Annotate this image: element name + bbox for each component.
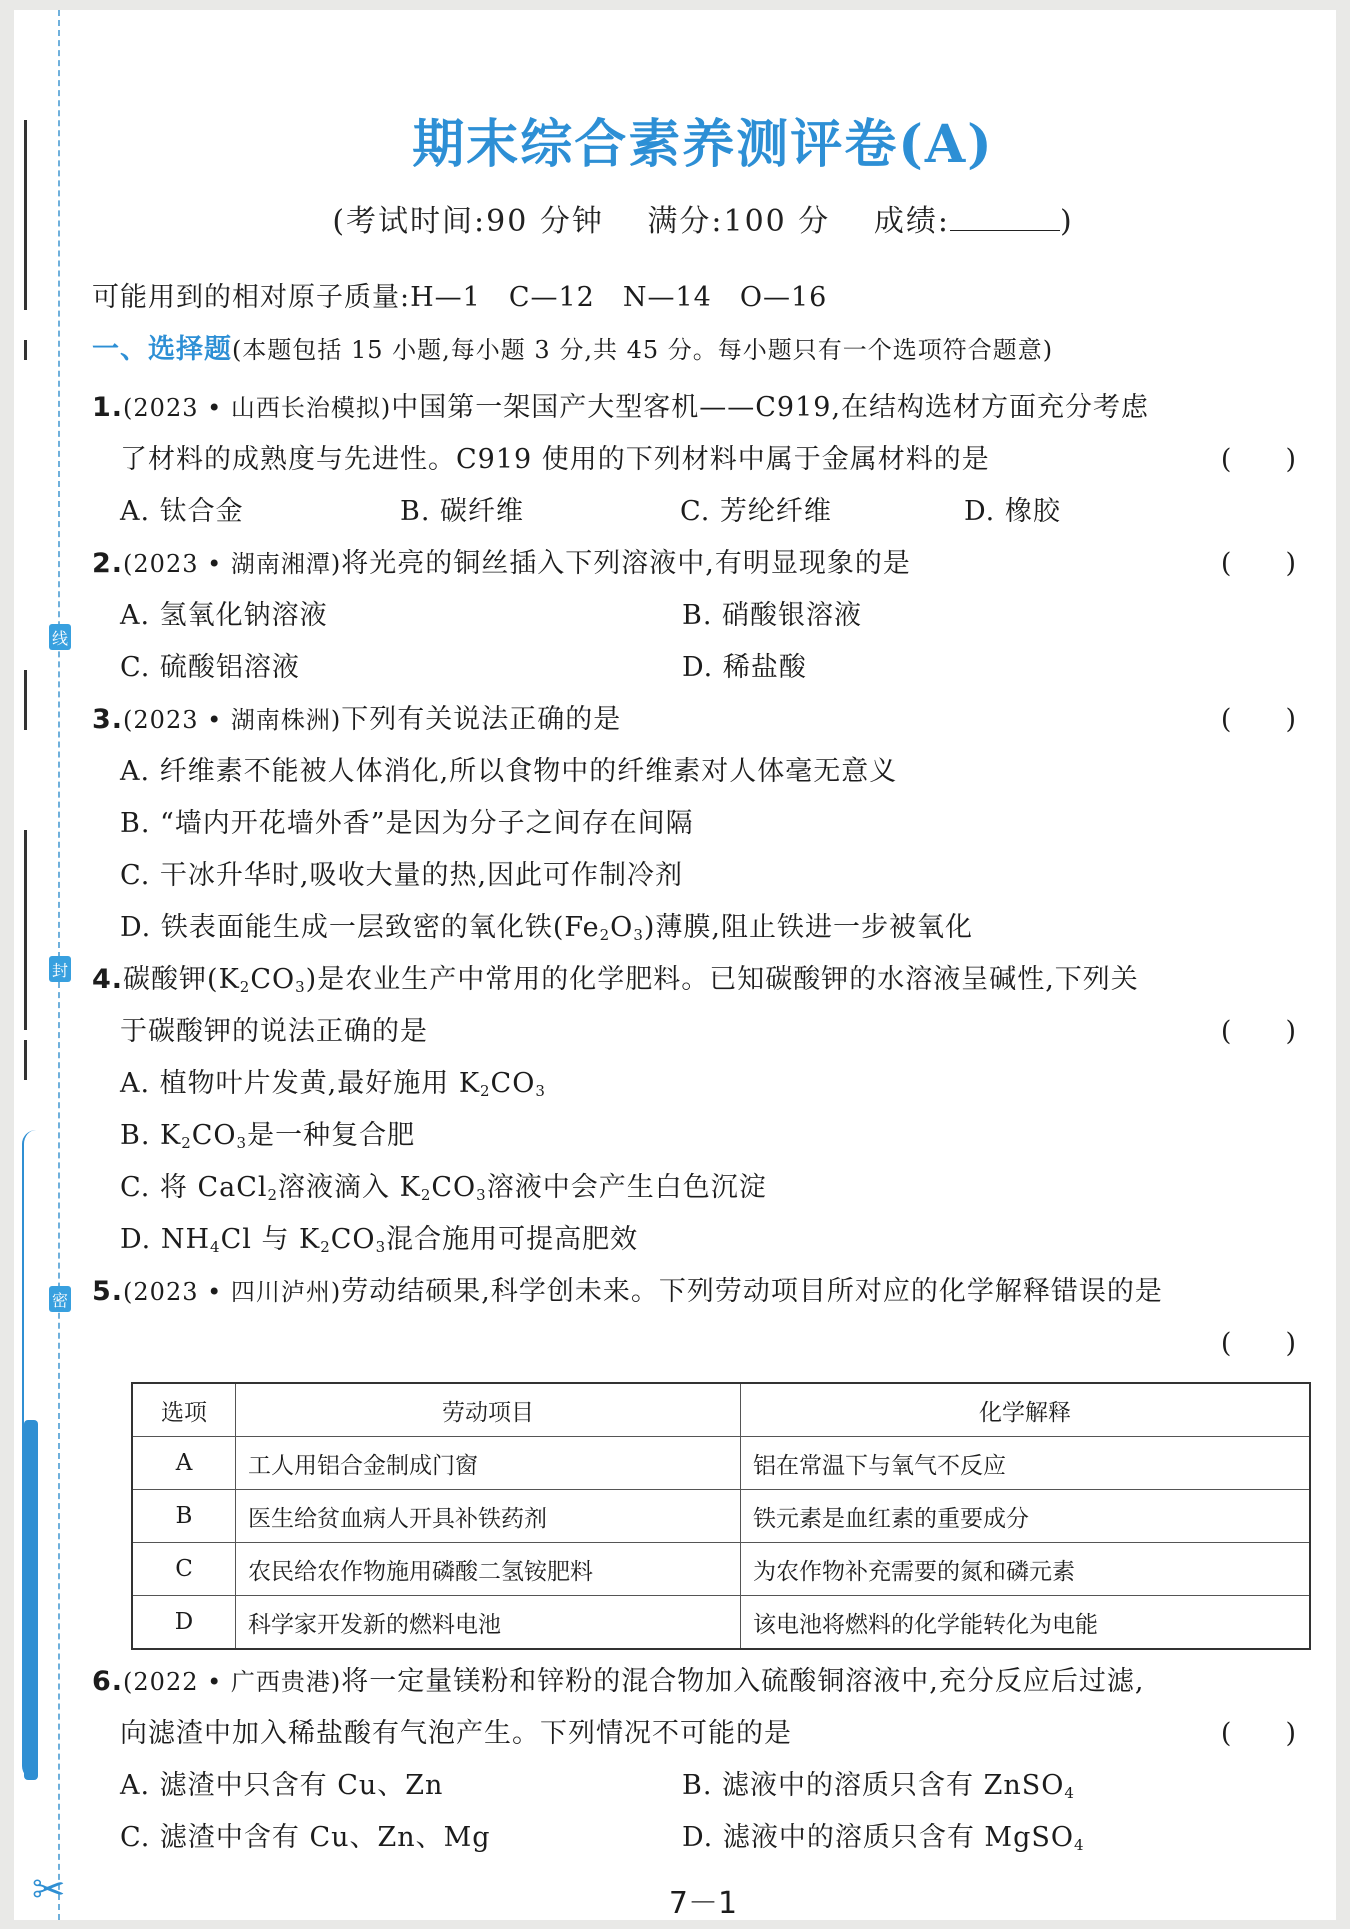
section-desc: (本题包括 15 小题,每小题 3 分,共 45 分。每小题只有一个选项符合题意) xyxy=(232,336,1054,364)
question-number: 1. xyxy=(92,392,124,423)
answer-parentheses[interactable]: ( ) xyxy=(1220,548,1296,579)
exam-info xyxy=(92,196,1314,240)
question-source: (2023 • 湖南株洲) xyxy=(123,706,342,734)
question-3-line1 xyxy=(92,700,621,740)
text-run: 是一种复合肥 xyxy=(247,1120,416,1151)
answer-parentheses[interactable]: ( ) xyxy=(1220,704,1296,735)
page-number: 7－1 xyxy=(668,1886,738,1921)
subscript: 2 xyxy=(267,1186,279,1204)
question-4-line2: 于碳酸钾的说法正确的是 xyxy=(120,1016,428,1047)
question-number: 5. xyxy=(92,1276,124,1307)
margin-rule xyxy=(24,670,27,730)
answer-parentheses[interactable]: ( ) xyxy=(1220,1328,1296,1359)
text-run: D. 滤液中的溶质只含有 MgSO xyxy=(682,1822,1074,1853)
text-run: C. 将 CaCl xyxy=(120,1172,268,1203)
question-number: 4. xyxy=(92,964,124,995)
text-run: A. 植物叶片发黄,最好施用 K xyxy=(120,1068,480,1099)
table-cell: 工人用铝合金制成门窗 xyxy=(236,1437,741,1490)
table-row xyxy=(132,1543,1310,1596)
q2-option-b: B. 硝酸银溶液 xyxy=(682,600,863,631)
exam-page xyxy=(14,10,1336,1920)
scissors-icon: ✂ xyxy=(32,1867,66,1913)
atomic-mass-note: 可能用到的相对原子质量:H—1 C—12 N—14 O—16 xyxy=(92,282,828,313)
table-cell: D xyxy=(132,1596,236,1650)
table-row xyxy=(132,1596,1310,1650)
text-run: CO xyxy=(330,1224,376,1255)
q2-option-a: A. 氢氧化钠溶液 xyxy=(120,600,328,631)
text-run: )是农业生产中常用的化学肥料。已知碳酸钾的水溶液呈碱性,下列关 xyxy=(305,964,1139,995)
table-cell: C xyxy=(132,1543,236,1596)
section-title: 一、选择题 xyxy=(92,334,232,365)
table-cell: 科学家开发新的燃料电池 xyxy=(236,1596,741,1650)
subscript: 2 xyxy=(320,1238,331,1256)
text-run: CO xyxy=(490,1068,536,1099)
table-row xyxy=(132,1437,1310,1490)
text-run: D. NH xyxy=(120,1224,211,1255)
q1-option-b: B. 碳纤维 xyxy=(400,496,525,527)
table-header: 化学解释 xyxy=(741,1383,1311,1437)
section-heading xyxy=(92,330,1053,370)
question-source: (2023 • 湖南湘潭) xyxy=(123,550,342,578)
text-run: 溶液中会产生白色沉淀 xyxy=(486,1172,767,1203)
q3-option-b: B. “墙内开花墙外香”是因为分子之间存在间隔 xyxy=(120,808,694,839)
table-header: 选项 xyxy=(132,1383,236,1437)
text-run: 溶液滴入 K xyxy=(278,1172,421,1203)
answer-parentheses[interactable]: ( ) xyxy=(1220,1016,1296,1047)
q4-option-a xyxy=(120,1064,546,1104)
table-cell: B xyxy=(132,1490,236,1543)
subscript: 2 xyxy=(480,1082,491,1100)
q6-option-a: A. 滤渣中只含有 Cu、Zn xyxy=(120,1770,444,1801)
q1-option-d: D. 橡胶 xyxy=(964,496,1061,527)
q3-option-d xyxy=(120,908,973,948)
margin-mark-seal: 封 xyxy=(49,956,71,982)
margin-rule xyxy=(24,120,27,310)
q5-table xyxy=(131,1382,1311,1650)
question-source: (2023 • 四川泸州) xyxy=(123,1278,342,1306)
question-source: (2022 • 广西贵港) xyxy=(123,1668,342,1696)
text-run: CO xyxy=(250,964,296,995)
page-title: 期末综合素养测评卷(A) xyxy=(412,114,994,175)
question-text: 将一定量镁粉和锌粉的混合物加入硫酸铜溶液中,充分反应后过滤, xyxy=(341,1666,1145,1697)
table-cell: 铁元素是血红素的重要成分 xyxy=(741,1490,1311,1543)
margin-mark-line: 线 xyxy=(49,624,71,650)
table-cell: 医生给贫血病人开具补铁药剂 xyxy=(236,1490,741,1543)
question-text: 下列有关说法正确的是 xyxy=(341,704,622,735)
question-source: (2023 • 山西长治模拟) xyxy=(123,394,392,422)
q3-option-a: A. 纤维素不能被人体消化,所以食物中的纤维素对人体毫无意义 xyxy=(120,756,898,787)
text-run: D. 铁表面能生成一层致密的氧化铁(Fe xyxy=(120,912,600,943)
question-text: 劳动结硕果,科学创未来。下列劳动项目所对应的化学解释错误的是 xyxy=(341,1276,1163,1307)
q2-option-c: C. 硫酸铝溶液 xyxy=(120,652,300,683)
margin-rule xyxy=(24,830,27,1030)
q6-option-b xyxy=(682,1766,1075,1806)
subscript: 4 xyxy=(1064,1784,1075,1802)
q6-option-d xyxy=(682,1818,1085,1858)
answer-parentheses[interactable]: ( ) xyxy=(1220,1718,1296,1749)
table-cell: 农民给农作物施用磷酸二氢铵肥料 xyxy=(236,1543,741,1596)
table-header-row xyxy=(132,1383,1310,1437)
table-cell: 该电池将燃料的化学能转化为电能 xyxy=(741,1596,1311,1650)
question-number: 6. xyxy=(92,1666,124,1697)
grade-blank[interactable] xyxy=(950,202,1060,231)
subscript: 3 xyxy=(535,1082,546,1100)
subscript: 3 xyxy=(633,926,644,944)
table-cell: 铝在常温下与氧气不反应 xyxy=(741,1437,1311,1490)
subscript: 2 xyxy=(420,1186,432,1204)
q1-option-c: C. 芳纶纤维 xyxy=(680,496,832,527)
q4-option-d xyxy=(120,1220,638,1260)
text-run: 混合施用可提高肥效 xyxy=(386,1224,639,1255)
text-run: 碳酸钾(K xyxy=(123,964,240,995)
question-1-line2: 了材料的成熟度与先进性。C919 使用的下列材料中属于金属材料的是 xyxy=(120,444,990,475)
question-6-line1 xyxy=(92,1662,1144,1702)
table-cell: 为农作物补充需要的氮和磷元素 xyxy=(741,1543,1311,1596)
question-number: 3. xyxy=(92,704,124,735)
q6-option-c: C. 滤渣中含有 Cu、Zn、Mg xyxy=(120,1822,491,1853)
question-1-line1 xyxy=(92,388,1149,428)
subscript: 4 xyxy=(1074,1836,1085,1854)
text-run: Cl 与 K xyxy=(220,1224,321,1255)
question-2-line1 xyxy=(92,544,911,584)
subscript: 4 xyxy=(210,1238,221,1256)
margin-rule xyxy=(24,340,27,360)
question-number: 2. xyxy=(92,548,124,579)
answer-parentheses[interactable]: ( ) xyxy=(1220,444,1296,475)
subscript: 3 xyxy=(236,1134,248,1152)
text-run: B. 滤液中的溶质只含有 ZnSO xyxy=(682,1770,1065,1801)
question-5-line1 xyxy=(92,1272,1163,1312)
q1-option-a: A. 钛合金 xyxy=(120,496,244,527)
margin-mark-secret: 密 xyxy=(49,1286,71,1312)
subscript: 3 xyxy=(375,1238,387,1256)
exam-full-score: 满分:100 分 xyxy=(647,204,831,239)
q4-option-c xyxy=(120,1168,767,1208)
margin-band-fill xyxy=(24,1420,38,1780)
question-6-line2: 向滤渣中加入稀盐酸有气泡产生。下列情况不可能的是 xyxy=(120,1718,792,1749)
text-run: B. K xyxy=(120,1120,182,1151)
subscript: 3 xyxy=(476,1186,487,1204)
subscript: 2 xyxy=(181,1134,192,1152)
text-run: )薄膜,阻止铁进一步被氧化 xyxy=(643,912,973,943)
binding-margin xyxy=(14,10,76,1920)
exam-grade-label: 成绩: xyxy=(873,204,950,239)
table-cell: A xyxy=(132,1437,236,1490)
table-row xyxy=(132,1490,1310,1543)
question-text: 将光亮的铜丝插入下列溶液中,有明显现象的是 xyxy=(341,548,911,579)
text-run: CO xyxy=(431,1172,477,1203)
margin-rule xyxy=(24,1040,27,1080)
table-header: 劳动项目 xyxy=(236,1383,741,1437)
question-4-line1 xyxy=(92,960,1139,1000)
q3-option-c: C. 干冰升华时,吸收大量的热,因此可作制冷剂 xyxy=(120,860,684,891)
subscript: 2 xyxy=(239,978,251,996)
text-run: O xyxy=(610,912,634,943)
subscript: 2 xyxy=(599,926,611,944)
exam-info-close: ) xyxy=(1059,204,1074,239)
exam-time: (考试时间:90 分钟 xyxy=(332,204,604,239)
q2-option-d: D. 稀盐酸 xyxy=(682,652,807,683)
question-text: 中国第一架国产大型客机——C919,在结构选材方面充分考虑 xyxy=(391,392,1150,423)
q4-option-b xyxy=(120,1116,415,1156)
text-run: CO xyxy=(191,1120,237,1151)
subscript: 3 xyxy=(295,978,306,996)
